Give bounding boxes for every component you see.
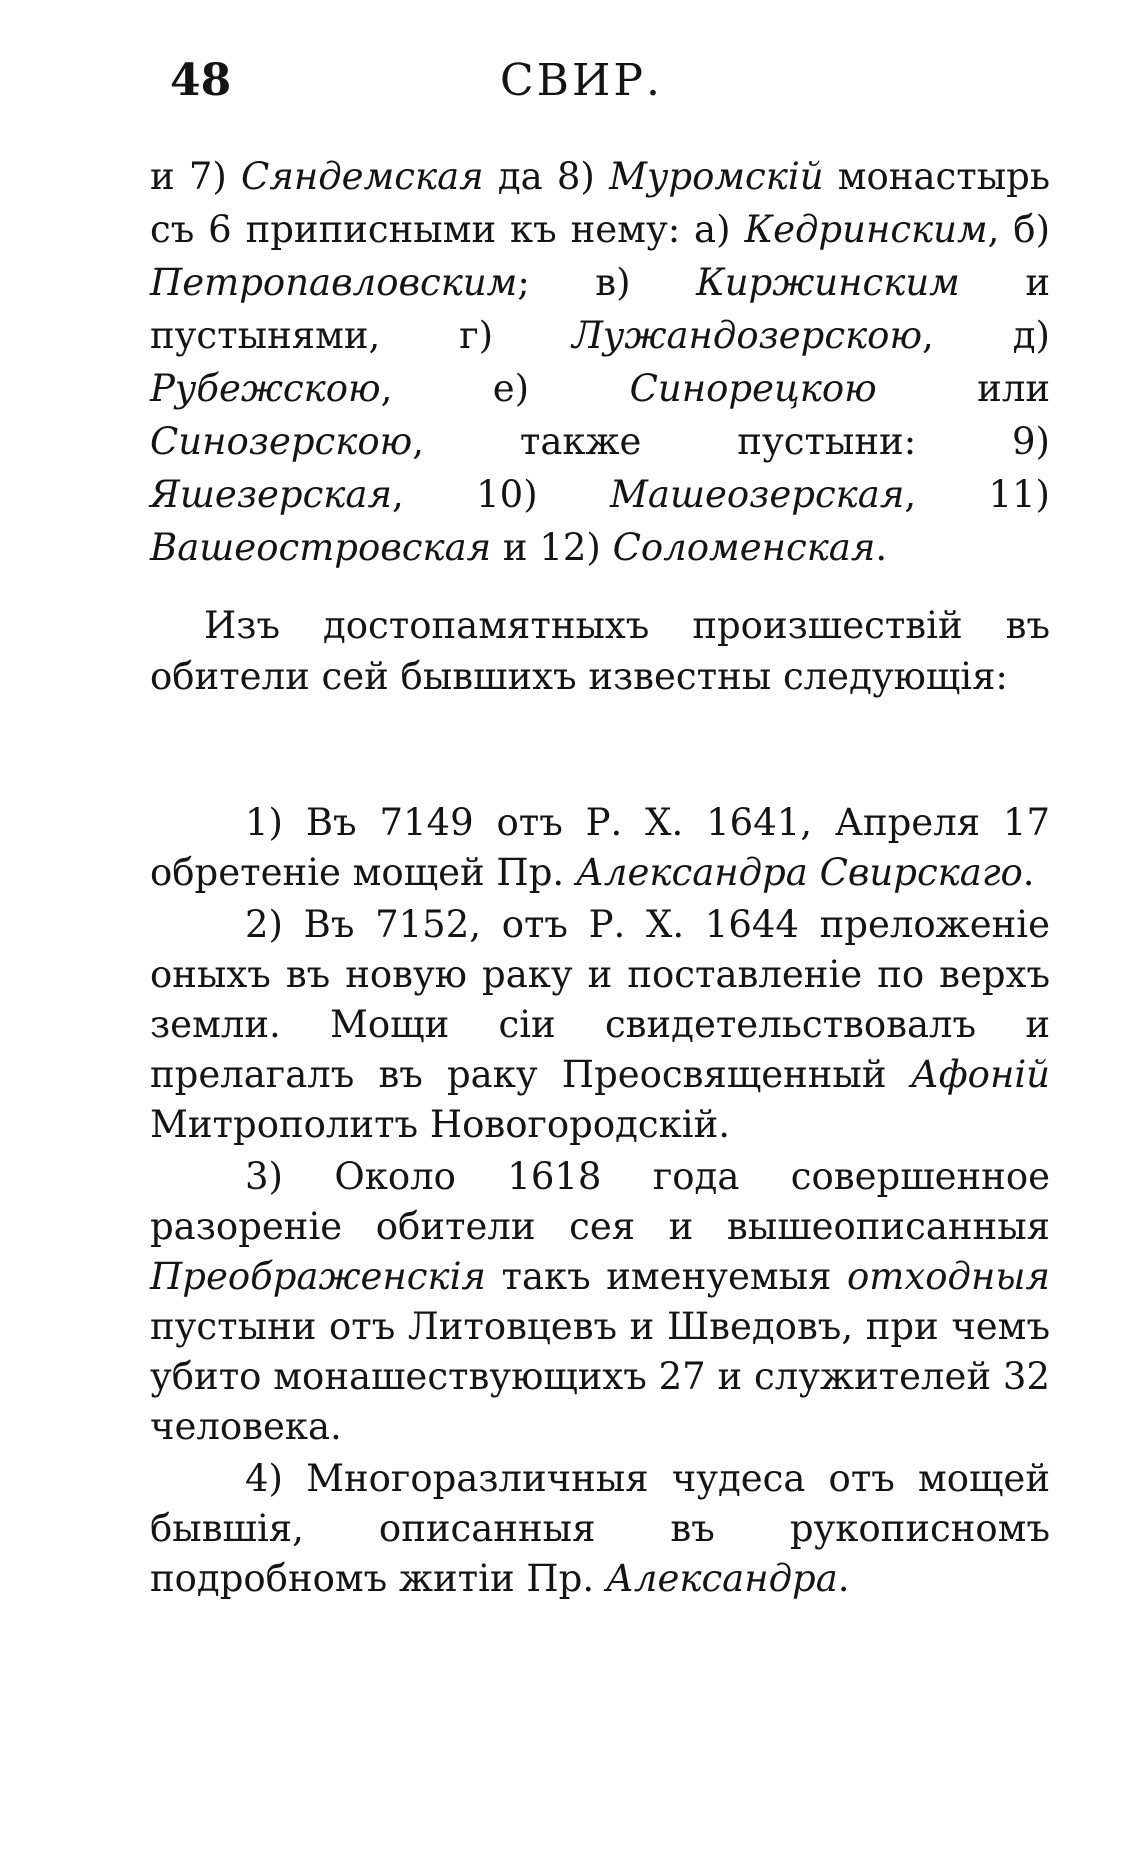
page-header (0, 55, 1140, 125)
events-list (150, 798, 1050, 1604)
running-title: СВИР. (500, 55, 663, 106)
event-item-1: 1) Въ 7149 отъ Р. Х. 1641, Апреля 17 обретеніе мощей Пр. Александра Свирскаго. (150, 801, 1050, 894)
event-item-3: 3) Около 1618 года совершенное разореніе обители сея и вышеописанныя Преображенскія такъ именуемыя отходныя пустыни отъ Литовцевъ и Шведовъ, при чемъ убито монашествующихъ 27 и служителей 32 человека. (150, 1155, 1050, 1448)
event-item-2: 2) Въ 7152, отъ Р. Х. 1644 преложеніе оныхъ въ новую раку и поставленіе по верхъ земли. Мощи сіи свидетельствовалъ и прелагалъ въ раку Преосвященный Афоній Митрополитъ Новогородскій. (150, 903, 1050, 1146)
page-number: 48 (170, 55, 232, 106)
event-item-4: 4) Многоразличныя чудеса отъ мощей бывшія, описанныя въ рукописномъ подробномъ житіи Пр. Александра. (150, 1457, 1050, 1600)
monastery-list-paragraph: и 7) Сяндемская да 8) Муромскій монастырь съ 6 приписными къ нему: а) Кедринским, б) Петропавловским; в) Киржинским и пустынями, г) Лужандозерскою, д) Рубежскою, е) Синорецкою или Синозерскою, также пустыни: 9) Яшезерская, 10) Машеозерская, 11) Вашеостровская и 12) Соломенская. (150, 155, 1051, 569)
intro-paragraph: Изъ достопамятныхъ произшествій въ обители сей бывшихъ известны следующія: (150, 604, 1050, 698)
